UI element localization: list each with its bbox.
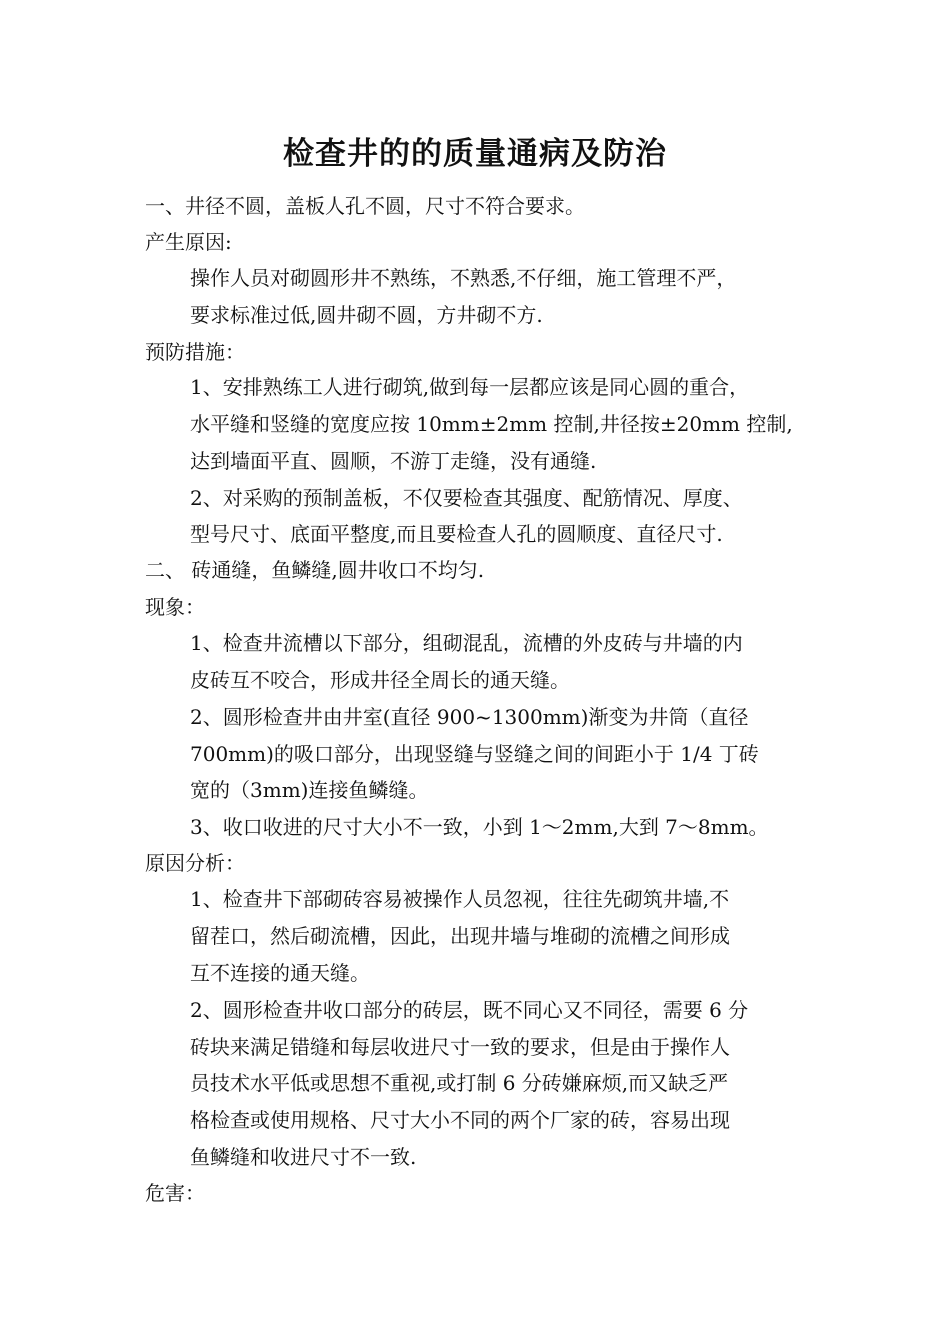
paragraph-line: 1、检查井下部砌砖容易被操作人员忽视，往往先砌筑井墙,不 (190, 887, 730, 911)
paragraph-line: 留茬口，然后砌流槽，因此，出现井墙与堆砌的流槽之间形成 (190, 924, 730, 948)
paragraph-line: 2、圆形检查井由井室(直径 900~1300mm)渐变为井筒（直径 (190, 705, 749, 729)
paragraph-line: 皮砖互不咬合，形成井径全周长的通天缝。 (190, 668, 570, 692)
paragraph-line: 鱼鳞缝和收进尺寸不一致. (190, 1145, 417, 1169)
subheading-causes: 产生原因: (145, 230, 232, 254)
paragraph-line: 操作人员对砌圆形井不熟练，不熟悉,不仔细，施工管理不严， (190, 266, 737, 290)
paragraph-line: 达到墙面平直、圆顺，不游丁走缝，没有通缝. (190, 449, 597, 473)
paragraph-line: 1、检查井流槽以下部分，组砌混乱，流槽的外皮砖与井墙的内 (190, 631, 743, 655)
subheading-phenomena: 现象： (145, 595, 205, 619)
paragraph-line: 700mm)的吸口部分，出现竖缝与竖缝之间的间距小于 1/4 丁砖 (190, 742, 759, 766)
paragraph-line: 要求标准过低,圆井砌不圆，方井砌不方. (190, 303, 543, 327)
document-title: 检查井的的质量通病及防治 (283, 136, 667, 172)
paragraph-line: 3、收口收进的尺寸大小不一致，小到 1～2mm,大到 7～8mm。 (190, 815, 769, 839)
subheading-analysis: 原因分析： (145, 851, 245, 875)
paragraph-line: 互不连接的通天缝。 (190, 961, 370, 985)
paragraph-line: 型号尺寸、底面平整度,而且要检查人孔的圆顺度、直径尺寸. (190, 522, 723, 546)
paragraph-line: 2、对采购的预制盖板，不仅要检查其强度、配筋情况、厚度、 (190, 486, 743, 510)
paragraph-line: 1、安排熟练工人进行砌筑,做到每一层都应该是同心圆的重合， (190, 375, 750, 399)
paragraph-line: 2、圆形检查井收口部分的砖层，既不同心又不同径，需要 6 分 (190, 998, 749, 1022)
section-heading-2: 二、 砖通缝，鱼鳞缝,圆井收口不均匀. (145, 558, 485, 582)
paragraph-line: 员技术水平低或思想不重视,或打制 6 分砖嫌麻烦,而又缺乏严 (190, 1071, 729, 1095)
subheading-prevention: 预防措施： (145, 340, 245, 364)
paragraph-line: 水平缝和竖缝的宽度应按 10mm±2mm 控制,井径按±20mm 控制, (190, 412, 793, 436)
subheading-hazards: 危害： (145, 1181, 205, 1205)
paragraph-line: 宽的（3mm)连接鱼鳞缝。 (190, 778, 429, 802)
section-heading-1: 一、井径不圆，盖板人孔不圆，尺寸不符合要求。 (145, 194, 585, 218)
paragraph-line: 格检查或使用规格、尺寸大小不同的两个厂家的砖，容易出现 (190, 1108, 730, 1132)
paragraph-line: 砖块来满足错缝和每层收进尺寸一致的要求，但是由于操作人 (190, 1035, 730, 1059)
